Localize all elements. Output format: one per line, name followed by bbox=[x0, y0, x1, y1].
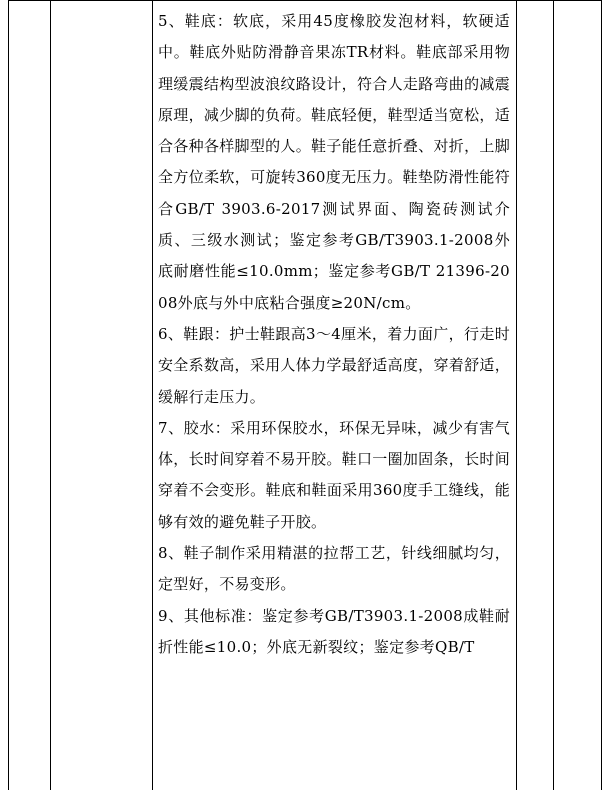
table-right-border bbox=[601, 0, 602, 790]
spec-item-other-standards: 9、其他标准：鉴定参考GB/T3903.1-2008成鞋耐折性能≤10.0；外底无新裂纹；鉴定参考QB/T bbox=[158, 606, 510, 656]
column-divider bbox=[50, 0, 51, 790]
spec-item-heel: 6、鞋跟：护士鞋跟高3～4厘米，着力面广，行走时安全系数高，采用人体力学最舒适高度，穿着舒适，缓解行走压力。 bbox=[158, 324, 510, 406]
table-left-border bbox=[8, 0, 9, 790]
spec-table bbox=[8, 0, 602, 790]
column-divider bbox=[152, 0, 153, 790]
spec-item-glue: 7、胶水：采用环保胶水，环保无异味，减少有害气体，长时间穿着不易开胶。鞋口一圈加固条，长时间穿着不会变形。鞋底和鞋面采用360度手工缝线，能够有效的避免鞋子开胶。 bbox=[158, 418, 510, 531]
spec-item-craft: 8、鞋子制作采用精湛的拉帮工艺，针线细腻均匀，定型好，不易变形。 bbox=[158, 544, 510, 594]
spec-item-sole: 5、鞋底：软底，采用45度橡胶发泡材料，软硬适中。鞋底外贴防滑静音果冻TR材料。鞋底部采用物理缓震结构型波浪纹路设计，符合人走路弯曲的减震原理，减少脚的负荷。鞋底轻便，鞋型适当宽松，适合各种各样脚型的人。鞋子能任意折叠、对折，上脚全方位柔软，可旋转360度无压力。鞋垫防滑性能符合GB/T 3903.6-2017测试界面、陶瓷砖测试介质、三级水测试；鉴定参考GB/T3903.1-2008外底耐磨性能≤10.0mm；鉴定参考GB/T 21396-2008外底与外中底粘合强度≥20N/cm。 bbox=[158, 12, 510, 312]
column-divider bbox=[553, 0, 554, 790]
table-top-border bbox=[8, 0, 602, 1]
spec-content-cell bbox=[158, 6, 510, 663]
column-divider bbox=[516, 0, 517, 790]
